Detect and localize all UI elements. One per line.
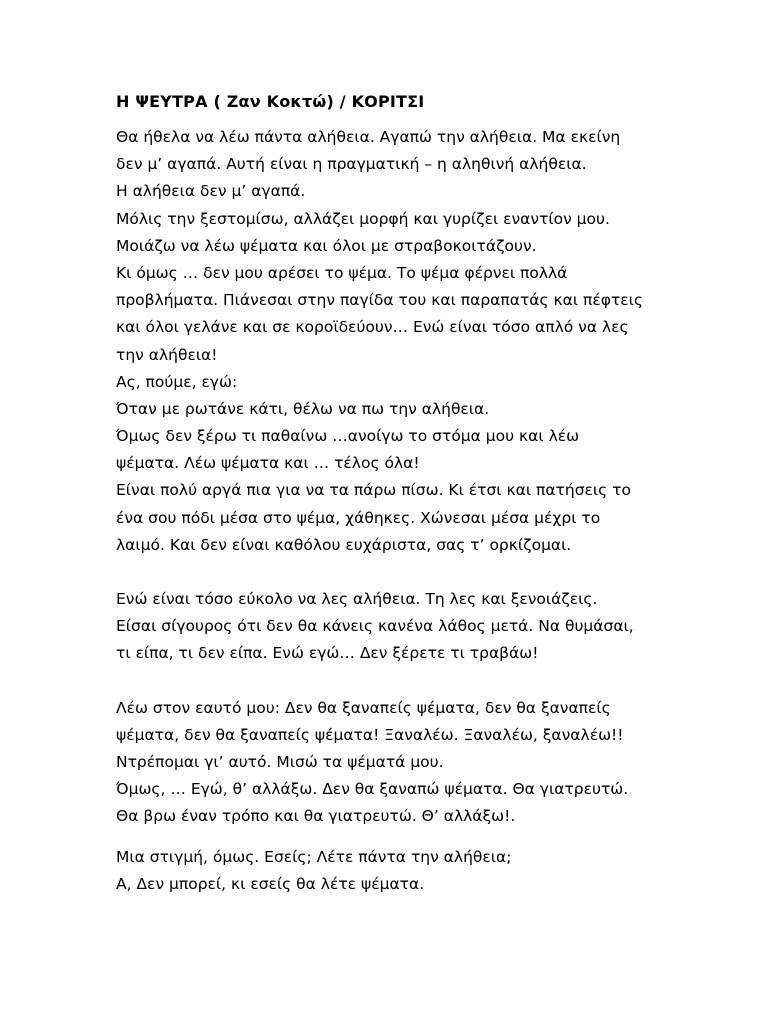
text-line: τι είπα, τι δεν είπα. Ενώ εγώ… Δεν ξέρετε τι τραβάω! (116, 644, 539, 663)
paragraph (116, 844, 676, 898)
text-line: Ντρέπομαι γι’ αυτό. Μισώ τα ψέματά μου. (116, 752, 444, 771)
text-line: Λέω στον εαυτό μου: Δεν θα ξαναπείς ψέματα, δεν θα ξαναπείς (116, 698, 611, 717)
paragraph-spacer (116, 831, 676, 844)
text-line: Ενώ είναι τόσο εύκολο να λες αλήθεια. Τη λες και ξενοιάζεις. (116, 590, 598, 608)
text-line: Όταν με ρωτάνε κάτι, θέλω να πω την αλήθεια. (116, 399, 490, 418)
document-title: Η ΨΕΥΤΡΑ ( Ζαν Κοκτώ) / ΚΟΡΙΤΣΙ (116, 92, 425, 111)
text-line: Μια στιγμή, όμως. Εσείς; Λέτε πάντα την αλήθεια; (116, 847, 512, 866)
text-line: ψέματα. Λέω ψέματα και … τέλος όλα! (116, 454, 420, 473)
text-line: Είναι πολύ αργά πια για να τα πάρω πίσω. Κι έτσι και πατήσεις το (116, 481, 631, 500)
text-line: Α, Δεν μπορεί, κι εσείς θα λέτε ψέματα. (116, 874, 425, 893)
text-line: ένα σου πόδι μέσα στο ψέμα, χάθηκες. Χώνεσαι μέσα μέχρι το (116, 508, 601, 527)
text-line: Θα βρω έναν τρόπο και θα γιατρευτώ. Θ’ αλλάξω!. (116, 807, 516, 826)
paragraph-spacer (116, 668, 676, 695)
text-line: ψέματα, δεν θα ξαναπείς ψέματα! Ξαναλέω. Ξαναλέω, ξαναλέω!! (116, 725, 624, 744)
paragraph (116, 586, 676, 668)
text-line: Η αλήθεια δεν μ’ αγαπά. (116, 182, 306, 201)
text-line: Όμως δεν ξέρω τι παθαίνω …ανοίγω το στόμα μου και λέω (116, 427, 580, 446)
text-line: προβλήματα. Πιάνεσαι στην παγίδα του και παραπατάς και πέφτεις (116, 291, 644, 310)
paragraph-spacer (116, 559, 676, 586)
text-line: Θα ήθελα να λέω πάντα αλήθεια. Αγαπώ την αλήθεια. Μα εκείνη (116, 128, 621, 146)
paragraph (116, 695, 676, 831)
text-line: Μοιάζω να λέω ψέματα και όλοι με στραβοκοιτάζουν. (116, 236, 537, 255)
text-line: Όμως, … Εγώ, θ’ αλλάξω. Δεν θα ξαναπώ ψέματα. Θα γιατρευτώ. (116, 780, 629, 799)
text-line: την αλήθεια! (116, 345, 218, 364)
paragraph (116, 124, 676, 559)
text-line: Ας, πούμε, εγώ: (116, 372, 238, 391)
text-line: δεν μ’ αγαπά. Αυτή είναι η πραγματική – η αληθινή αλήθεια. (116, 155, 587, 174)
document-body (116, 124, 676, 898)
text-line: λαιμό. Και δεν είναι καθόλου ευχάριστα, σας τ’ ορκίζομαι. (116, 535, 572, 554)
text-line: Κι όμως … δεν μου αρέσει το ψέμα. Το ψέμα φέρνει πολλά (116, 263, 568, 282)
text-line: και όλοι γελάνε και σε κοροϊδεύουν… Ενώ είναι τόσο απλό να λες (116, 318, 629, 337)
text-line: Είσαι σίγουρος ότι δεν θα κάνεις κανένα λάθος μετά. Να θυμάσαι, (116, 617, 634, 636)
text-line: Μόλις την ξεστομίσω, αλλάζει μορφή και γυρίζει εναντίον μου. (116, 209, 610, 228)
